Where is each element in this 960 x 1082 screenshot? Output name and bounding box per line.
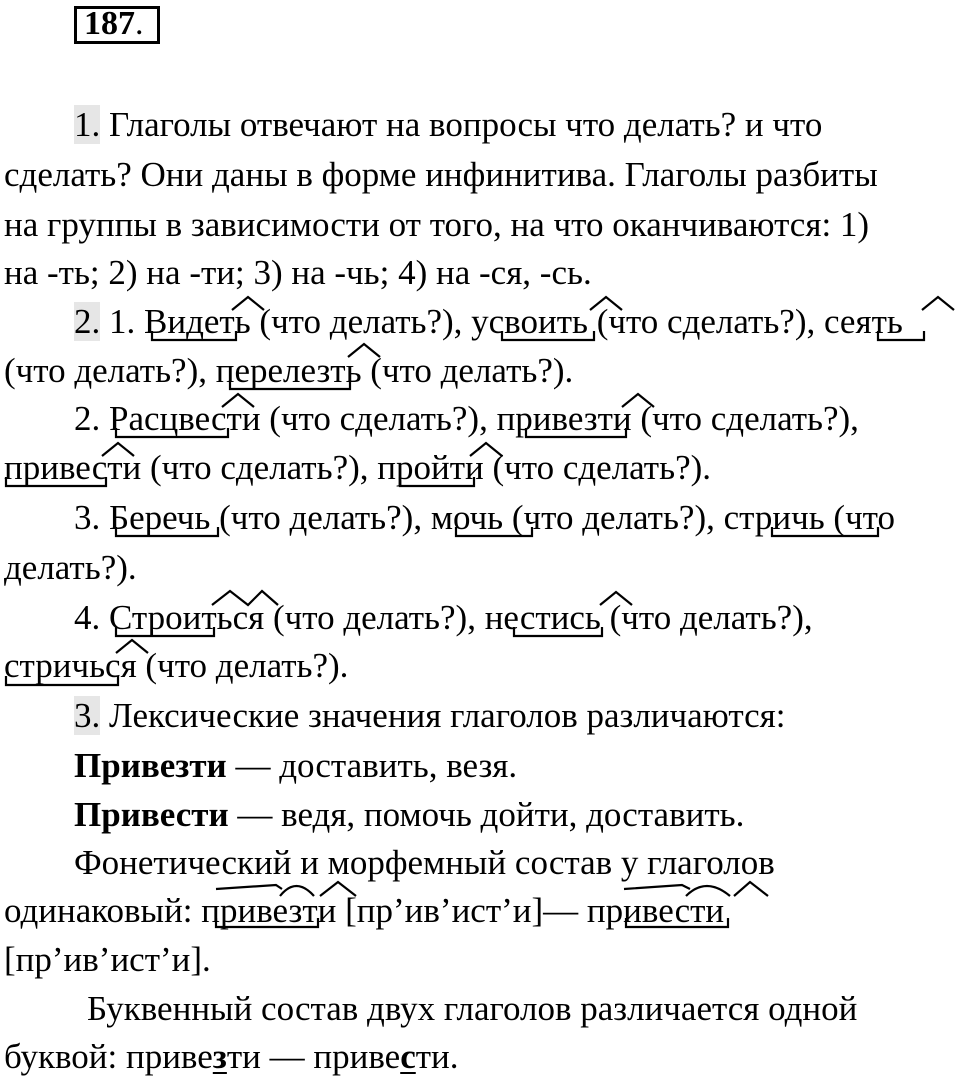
- text-segment: Буквенный состав двух глаголов различается одной: [87, 989, 858, 1028]
- text-segment: Глаголы отвечают на вопросы что делать? и что: [100, 105, 823, 144]
- text-segment: привести (что сделать?), пройти (что сделать?).: [4, 448, 712, 487]
- text-segment: 3. Беречь (что делать?), мочь (что делать?), стричь (что: [74, 498, 896, 537]
- item-number: 1.: [74, 105, 101, 144]
- text-segment: — доставить, везя.: [226, 746, 518, 785]
- text-line: [74, 493, 895, 543]
- text-line: [74, 394, 859, 444]
- text-segment: на группы в зависимости от того, на что оканчиваются: 1): [4, 205, 870, 244]
- text-segment: делать?).: [4, 548, 137, 587]
- text-line: [4, 150, 878, 200]
- text-line: [74, 790, 744, 840]
- text-segment: 1. Видеть (что делать?), усвоить (что сделать?), сеять: [100, 302, 903, 341]
- text-segment: одинаковый: привезти [пр’ив’ист’и]— привести: [4, 891, 725, 930]
- text-line: [4, 248, 592, 298]
- text-segment: Фонетический и морфемный состав у глаголов: [74, 843, 775, 882]
- text-line: [74, 297, 903, 347]
- text-segment: з: [212, 1037, 227, 1076]
- text-segment: стричься (что делать?).: [4, 646, 349, 685]
- suffix-caret-mark: [922, 297, 954, 310]
- text-segment: 4. Строиться (что делать?), нестись (что делать?),: [74, 598, 813, 637]
- text-segment: Лексические значения глаголов различаются:: [100, 696, 786, 735]
- item-number: 2.: [74, 302, 101, 341]
- text-line: [4, 543, 137, 593]
- text-segment: на -ть; 2) на -ти; 3) на -чь; 4) на -ся, -сь.: [4, 253, 592, 292]
- text-line: [4, 443, 711, 493]
- text-segment: (что делать?), перелезть (что делать?).: [4, 351, 574, 390]
- text-segment: Привести: [74, 795, 229, 834]
- exercise-number: 187.: [84, 5, 144, 42]
- text-segment: ти — приве: [226, 1037, 401, 1076]
- text-segment: сделать? Они даны в форме инфинитива. Глаголы разбиты: [4, 155, 878, 194]
- text-segment: буквой: приве: [4, 1037, 213, 1076]
- text-line: [4, 346, 573, 396]
- text-line: [4, 200, 869, 250]
- text-segment: ти.: [415, 1037, 459, 1076]
- text-line: [4, 641, 348, 691]
- text-line: [87, 984, 857, 1034]
- text-line: [74, 593, 813, 643]
- text-segment: Привезти: [74, 746, 227, 785]
- text-segment: [пр’ив’ист’и].: [4, 940, 211, 979]
- text-line: [74, 100, 822, 150]
- text-line: [4, 886, 724, 936]
- text-line: [74, 741, 517, 791]
- text-segment: — ведя, помочь дойти, доставить.: [228, 795, 745, 834]
- text-line: [74, 838, 775, 888]
- text-line: [4, 935, 211, 985]
- text-line: [74, 691, 785, 741]
- item-number: 3.: [74, 696, 101, 735]
- text-segment: 2. Расцвести (что сделать?), привезти (что сделать?),: [74, 399, 859, 438]
- text-line: [4, 1032, 459, 1082]
- text-segment: с: [400, 1037, 416, 1076]
